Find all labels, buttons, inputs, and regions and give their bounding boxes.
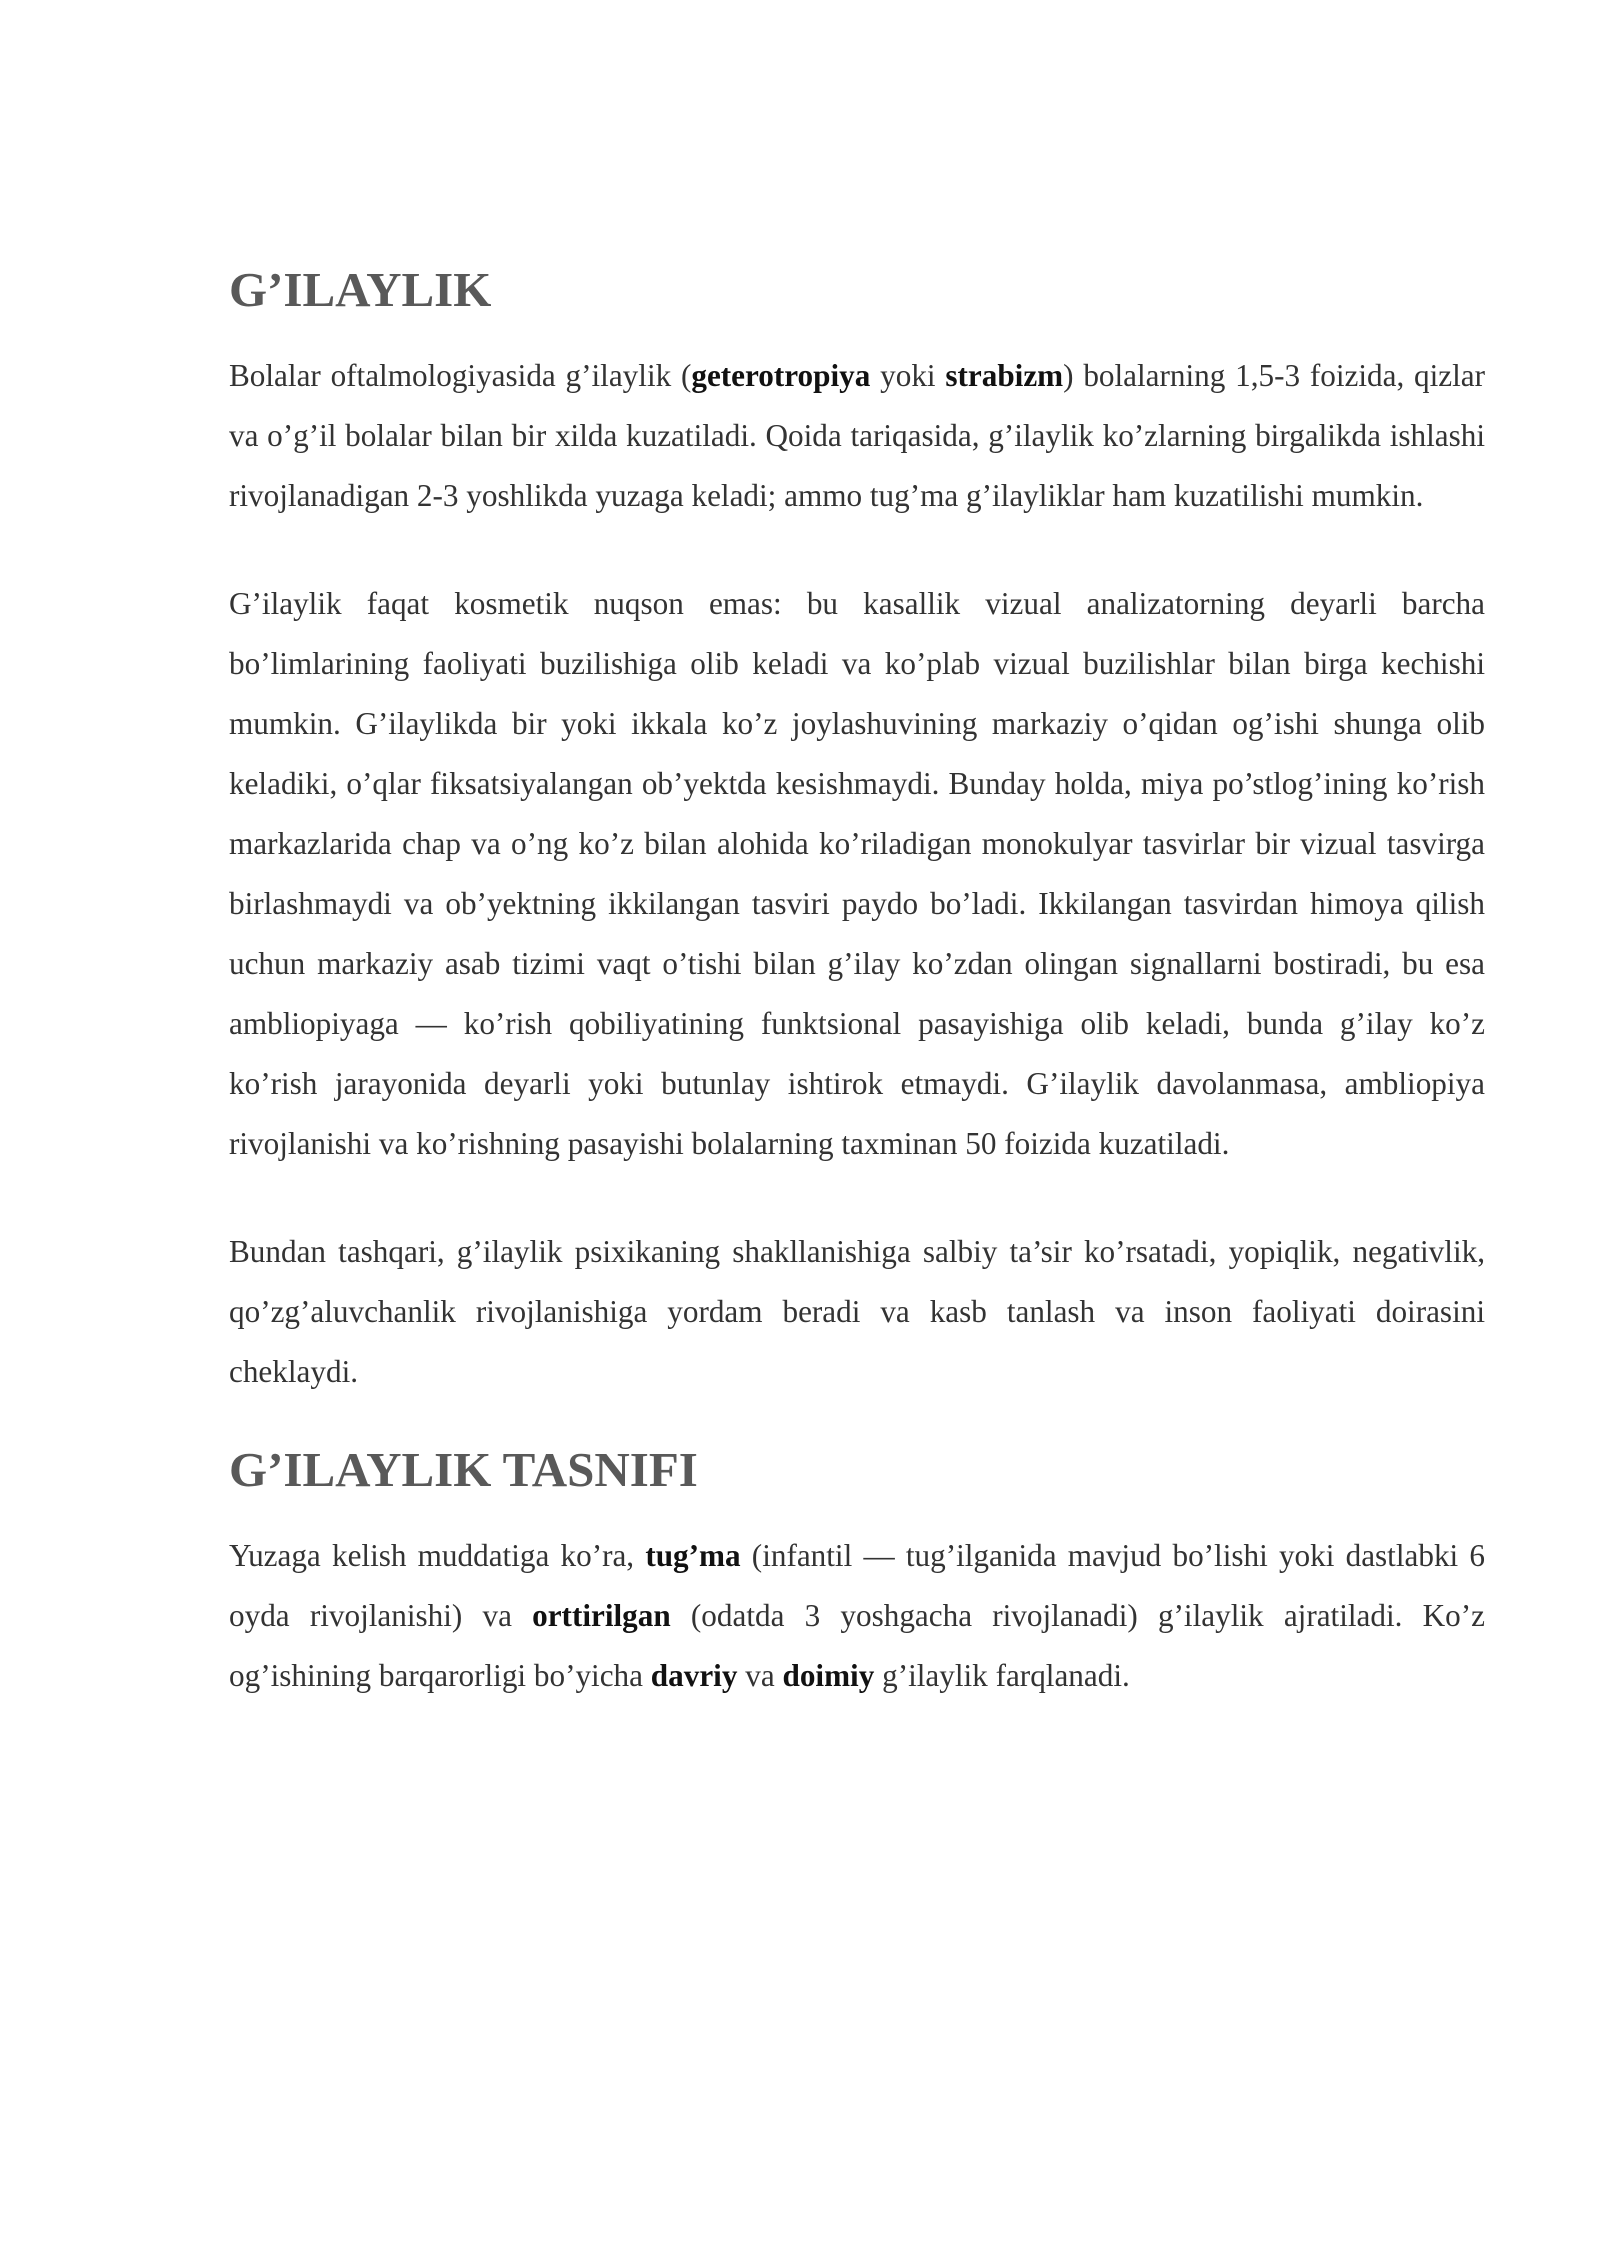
text-run: Bolalar oftalmologiyasida g’ilaylik ( bbox=[229, 358, 692, 393]
bold-term-geterotropiya: geterotropiya bbox=[691, 358, 871, 393]
section-heading: G’ILAYLIK bbox=[229, 262, 492, 317]
bold-term-doimiy: doimiy bbox=[782, 1658, 875, 1693]
bold-term-tugma: tug’ma bbox=[645, 1538, 741, 1573]
body-paragraph: G’ilaylik faqat kosmetik nuqson emas: bu kasallik vizual analizatorning deyarli barcha bo’limlarining faoliyati buzilishiga olib keladi va ko’plab vizual buzilishlar bilan birga kechishi mumkin. G’ilaylikda bir yoki ikkala ko’z joylashuvining markaziy o’qidan og’ishi shunga olib keladiki, o’qlar fiksatsiyalangan ob’yektda kesishmaydi. Bunday holda, miya po’stlog’ining ko’rish markazlarida chap va o’ng ko’z bilan alohida ko’riladigan monokulyar tasvirlar bir vizual tasvirga birlashmaydi va ob’yektning ikkilangan tasviri paydo bo’ladi. Ikkilangan tasvirdan himoya qilish uchun markaziy asab tizimi vaqt o’tishi bilan g’ilay ko’zdan olingan signallarni bostiradi, bu esa ambliopiyaga — ko’rish qobiliyatining funktsional pasayishiga olib keladi, bunda g’ilay ko’z ko’rish jarayonida deyarli yoki butunlay ishtirok etmaydi. G’ilaylik davolanmasa, ambliopiya rivojlanishi va ko’rishning pasayishi bolalarning taxminan 50 foizida kuzatiladi. bbox=[229, 586, 1485, 1161]
classification-paragraph bbox=[229, 1526, 1485, 1706]
text-run: (infantil — tug’ilganida mavjud bo’lishi yoki dastlabki 6 oyda rivojlanishi) va bbox=[229, 1538, 1485, 1633]
bold-term-strabizm: strabizm bbox=[945, 358, 1064, 393]
bold-term-davriy: davriy bbox=[650, 1658, 738, 1693]
bold-term-orttirilgan: orttirilgan bbox=[532, 1598, 671, 1633]
text-run: Yuzaga kelish muddatiga ko’ra, bbox=[229, 1538, 646, 1573]
text-run: va bbox=[737, 1658, 783, 1693]
intro-paragraph bbox=[229, 346, 1485, 526]
document-page bbox=[229, 262, 1485, 1706]
text-run: (odatda 3 yoshgacha rivojlanadi) g’ilaylik ajratiladi. Ko’z og’ishining barqarorligi bo’yicha bbox=[229, 1598, 1485, 1693]
section-heading: G’ILAYLIK TASNIFI bbox=[229, 1442, 698, 1497]
text-run: ) bolalarning 1,5-3 foizida, qizlar va o’g’il bolalar bilan bir xilda kuzatiladi. Qoida tariqasida, g’ilaylik ko’zlarning birgalikda ishlashi rivojlanadigan 2-3 yoshlikda yuzaga keladi; ammo tug’ma g’ilayliklar ham kuzatilishi mumkin. bbox=[229, 358, 1486, 513]
text-run: yoki bbox=[870, 358, 946, 393]
text-run: g’ilaylik farqlanadi. bbox=[874, 1658, 1130, 1693]
body-paragraph: Bundan tashqari, g’ilaylik psixikaning shakllanishiga salbiy ta’sir ko’rsatadi, yopiqlik, negativlik, qo’zg’aluvchanlik rivojlanishiga yordam beradi va kasb tanlash va inson faoliyati doirasini cheklaydi. bbox=[229, 1234, 1485, 1389]
